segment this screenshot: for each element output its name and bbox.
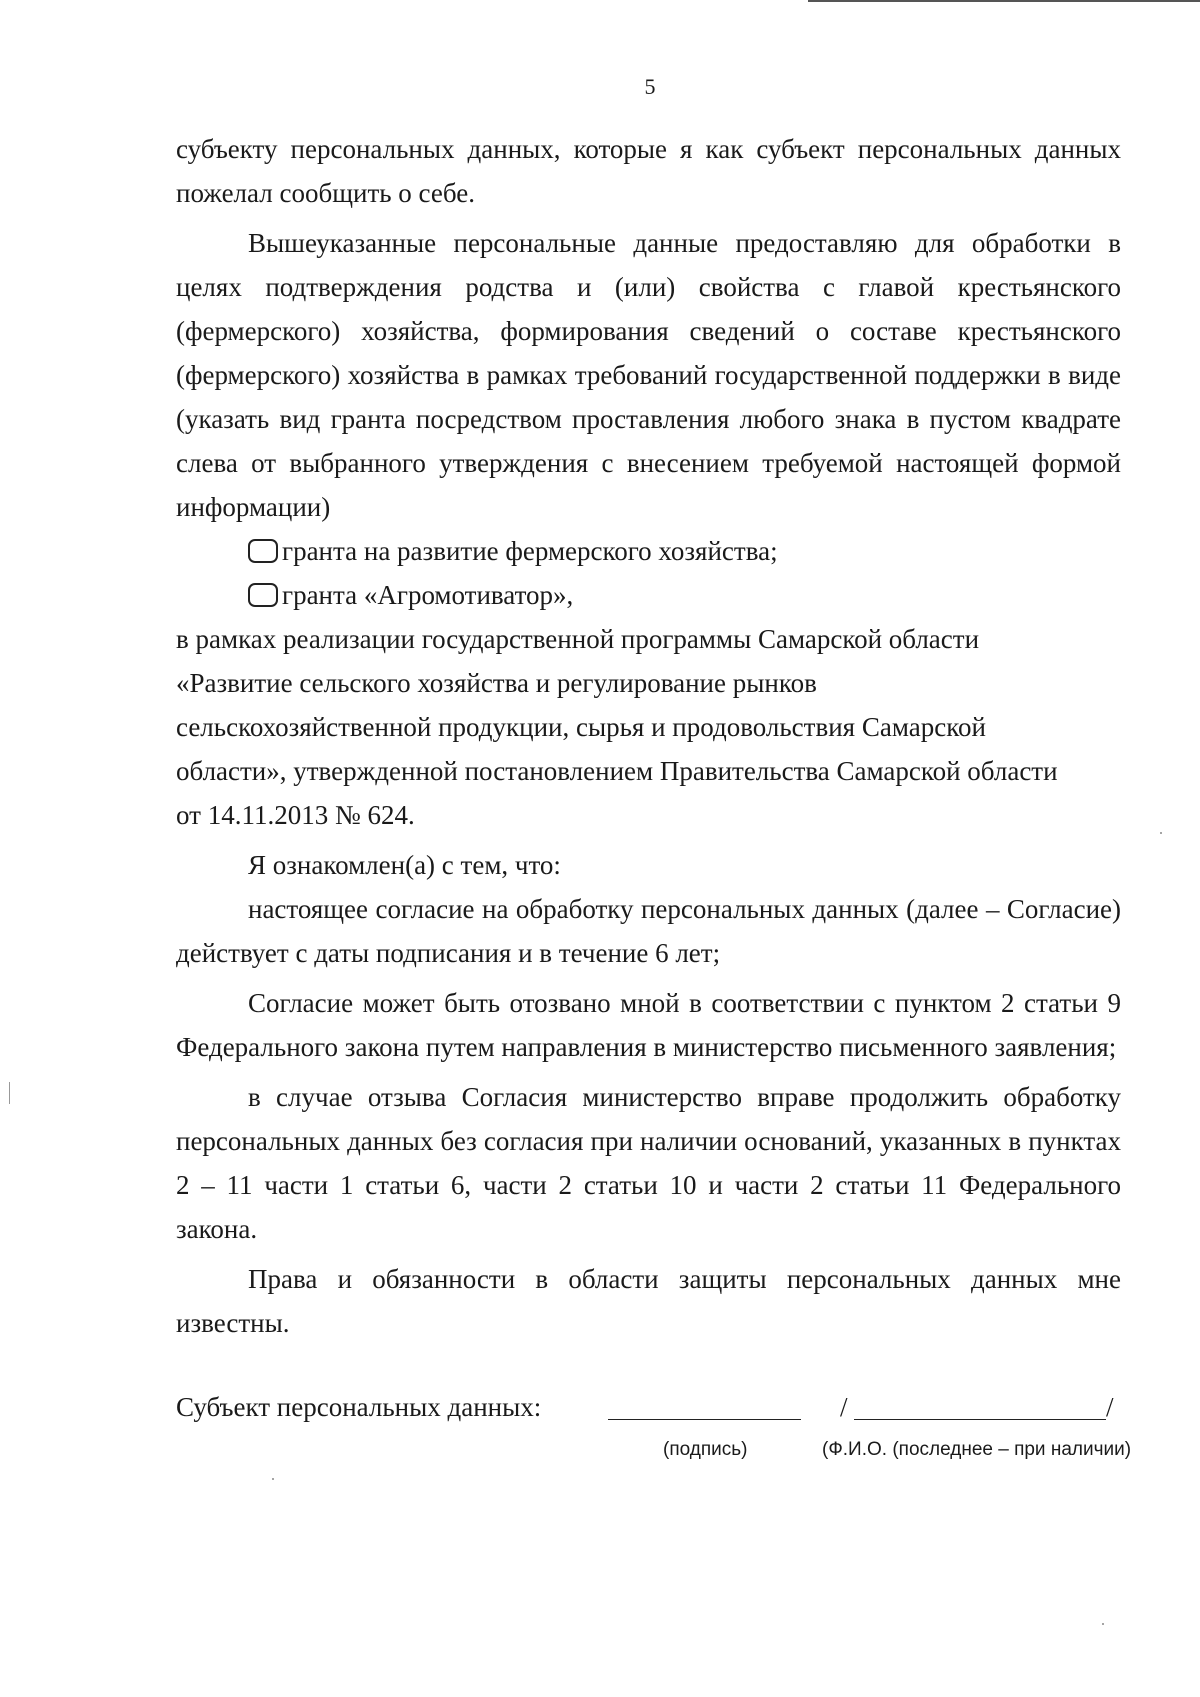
paragraph-validity: настоящее согласие на обработку персональных данных (далее – Согласие) действует с даты подписания и в течение 6 лет;	[176, 894, 1121, 968]
grant-option-label: гранта «Агромотиватор»,	[282, 580, 574, 610]
grant-option-agromotivator[interactable]	[176, 573, 1121, 617]
grant-option-label: гранта на развитие фермерского хозяйства;	[282, 536, 778, 566]
program-line-2: «Развитие сельского хозяйства и регулирование рынков	[176, 668, 817, 698]
signature-label: Субъект персональных данных:	[176, 1392, 542, 1422]
scan-margin-mark	[9, 1082, 10, 1104]
checkbox-icon[interactable]	[248, 583, 278, 607]
document-body	[176, 127, 1121, 1345]
full-name-caption: (Ф.И.О. (последнее – при наличии)	[822, 1439, 1132, 1460]
program-line-4: области», утвержденной постановлением Правительства Самарской области	[176, 756, 1058, 786]
scan-speck	[272, 1478, 274, 1480]
paragraph-revocation: Согласие может быть отозвано мной в соответствии с пунктом 2 статьи 9 Федерального закона путем направления в министерство письменного заявления;	[176, 988, 1121, 1062]
name-field-open-slash: /	[840, 1392, 848, 1422]
name-field-close-slash: /	[1106, 1392, 1114, 1422]
signature-block	[176, 1385, 1136, 1475]
scan-speck	[1102, 1623, 1104, 1625]
signature-caption: (подпись)	[663, 1439, 748, 1460]
program-line-5: от 14.11.2013 № 624.	[176, 800, 415, 830]
paragraph-rights: Права и обязанности в области защиты персональных данных мне известны.	[176, 1264, 1121, 1338]
checkbox-icon[interactable]	[248, 539, 278, 563]
full-name-field[interactable]	[854, 1419, 1106, 1420]
signature-field[interactable]	[608, 1419, 801, 1420]
page-number: 5	[644, 74, 656, 99]
paragraph-purpose: Вышеуказанные персональные данные предоставляю для обработки в целях подтверждения родства и (или) свойства с главой крестьянского (фермерского) хозяйства, формирования сведений о составе крестьянского (фермерского) хозяйства в рамках требований государственной поддержки в виде (указать вид гранта посредством проставления любого знака в пустом квадрате слева от выбранного утверждения с внесением требуемой настоящей формой информации)	[176, 228, 1121, 522]
paragraph-continuation: субъекту персональных данных, которые я как субъект персональных данных пожелал сообщить о себе.	[176, 134, 1121, 208]
program-line-3: сельскохозяйственной продукции, сырья и продовольствия Самарской	[176, 712, 986, 742]
top-edge-rule	[808, 0, 1200, 2]
program-line-1: в рамках реализации государственной программы Самарской области	[176, 624, 980, 654]
paragraph-acknowledgement: Я ознакомлен(а) с тем, что:	[248, 850, 561, 880]
grant-option-farm-development[interactable]	[176, 529, 1121, 573]
paragraph-continued-processing: в случае отзыва Согласия министерство вправе продолжить обработку персональных данных без согласия при наличии оснований, указанных в пунктах 2 – 11 части 1 статьи 6, части 2 статьи 10 и части 2 статьи 11 Федерального закона.	[176, 1082, 1121, 1244]
scan-speck	[1160, 832, 1162, 834]
